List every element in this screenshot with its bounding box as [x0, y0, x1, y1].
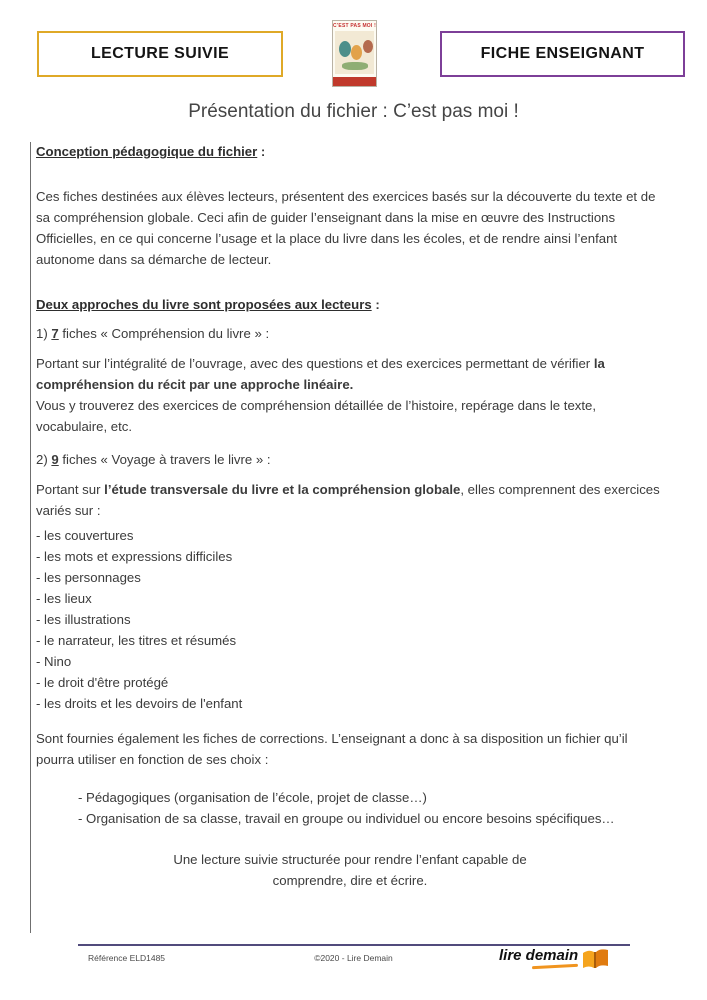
- cover-character-icon: [363, 40, 373, 53]
- list-item: - Organisation de sa classe, travail en groupe ou individuel ou encore besoins spécifiques…: [78, 811, 615, 826]
- book-cover-thumbnail: [332, 20, 377, 87]
- section-heading-approches: Deux approches du livre sont proposées aux lecteurs :: [36, 297, 380, 312]
- cover-ground-shape: [342, 62, 368, 70]
- list-item: - les illustrations: [36, 612, 131, 627]
- list-item: - Pédagogiques (organisation de l’école, projet de classe…): [78, 790, 427, 805]
- list-item: - les couvertures: [36, 528, 134, 543]
- list-item: - les droits et les devoirs de l'enfant: [36, 696, 243, 711]
- cover-character-icon: [351, 45, 362, 60]
- content-left-rule: [30, 142, 31, 933]
- book-cover-illustration: [335, 31, 374, 74]
- lecture-suivie-label: LECTURE SUIVIE: [90, 45, 230, 62]
- paragraph-portant-2: Portant sur l’étude transversale du livre et la compréhension globale, elles comprennent des exercices variés sur :: [36, 482, 660, 518]
- open-book-icon: [581, 947, 609, 971]
- page-header: [0, 23, 707, 98]
- closing-statement: Une lecture suivie structurée pour rendre l’enfant capable de comprendre, dire et écrire.: [173, 852, 527, 888]
- lire-demain-logo: [499, 947, 609, 971]
- fiche-enseignant-badge: [440, 31, 685, 77]
- paragraph-corrections: Sont fournies également les fiches de corrections. L’enseignant a donc à sa disposition un fichier qu’il pourra utiliser en fonction de ses choix :: [36, 731, 628, 767]
- content-area: [36, 141, 664, 891]
- page-title: Présentation du fichier : C’est pas moi !: [188, 101, 519, 122]
- list-item: - les personnages: [36, 570, 141, 585]
- cover-banner: [333, 77, 376, 86]
- logo-text-wrap: [499, 947, 578, 968]
- paragraph-vous-trouverez: Vous y trouverez des exercices de compréhension détaillée de l’histoire, repérage dans le texte, vocabulaire, etc.: [36, 398, 597, 434]
- line-fiches-voyage: 2) 9 fiches « Voyage à travers le livre » :: [36, 452, 271, 467]
- book-cover-title: C’EST PAS MOI !: [333, 23, 376, 29]
- line-fiches-comprehension: 1) 7 fiches « Compréhension du livre » :: [36, 326, 270, 341]
- footer-divider: [78, 944, 630, 946]
- logo-swoosh: [532, 964, 578, 969]
- section-heading-conception: Conception pédagogique du fichier :: [36, 144, 266, 159]
- cover-character-icon: [339, 41, 351, 57]
- list-item: - les mots et expressions difficiles: [36, 549, 233, 564]
- paragraph-portant-1: Portant sur l’intégralité de l’ouvrage, avec des questions et des exercices permettant de vérifier la compréhension du récit par une approche linéaire. Vous y trouverez des exercices de compréhension détaillée de l’histoire, repérage dans le texte, vocabulaire, etc.: [36, 356, 605, 434]
- logo-text: lire demain: [499, 947, 579, 964]
- list-item: - Nino: [36, 654, 72, 669]
- list-item: - les lieux: [36, 591, 92, 606]
- footer-copyright: ©2020 - Lire Demain: [314, 953, 393, 963]
- paragraph-intro: Ces fiches destinées aux élèves lecteurs, présentent des exercices basés sur la découverte du texte et de sa compréhension globale. Ceci afin de guider l’enseignant dans la mise en œuvre des Instructions Officielles, en ce qui concerne l’usage et la place du livre dans les écoles, et de rendre ainsi l’enfant autonome dans sa démarche de lecteur.: [36, 189, 656, 267]
- lecture-suivie-badge: [37, 31, 283, 77]
- fiche-enseignant-label: FICHE ENSEIGNANT: [480, 45, 645, 62]
- exercise-topics-list: [36, 525, 664, 714]
- choices-list: [36, 787, 664, 829]
- list-item: - le droit d'être protégé: [36, 675, 169, 690]
- list-item: - le narrateur, les titres et résumés: [36, 633, 237, 648]
- footer-reference: Référence ELD1485: [88, 953, 166, 963]
